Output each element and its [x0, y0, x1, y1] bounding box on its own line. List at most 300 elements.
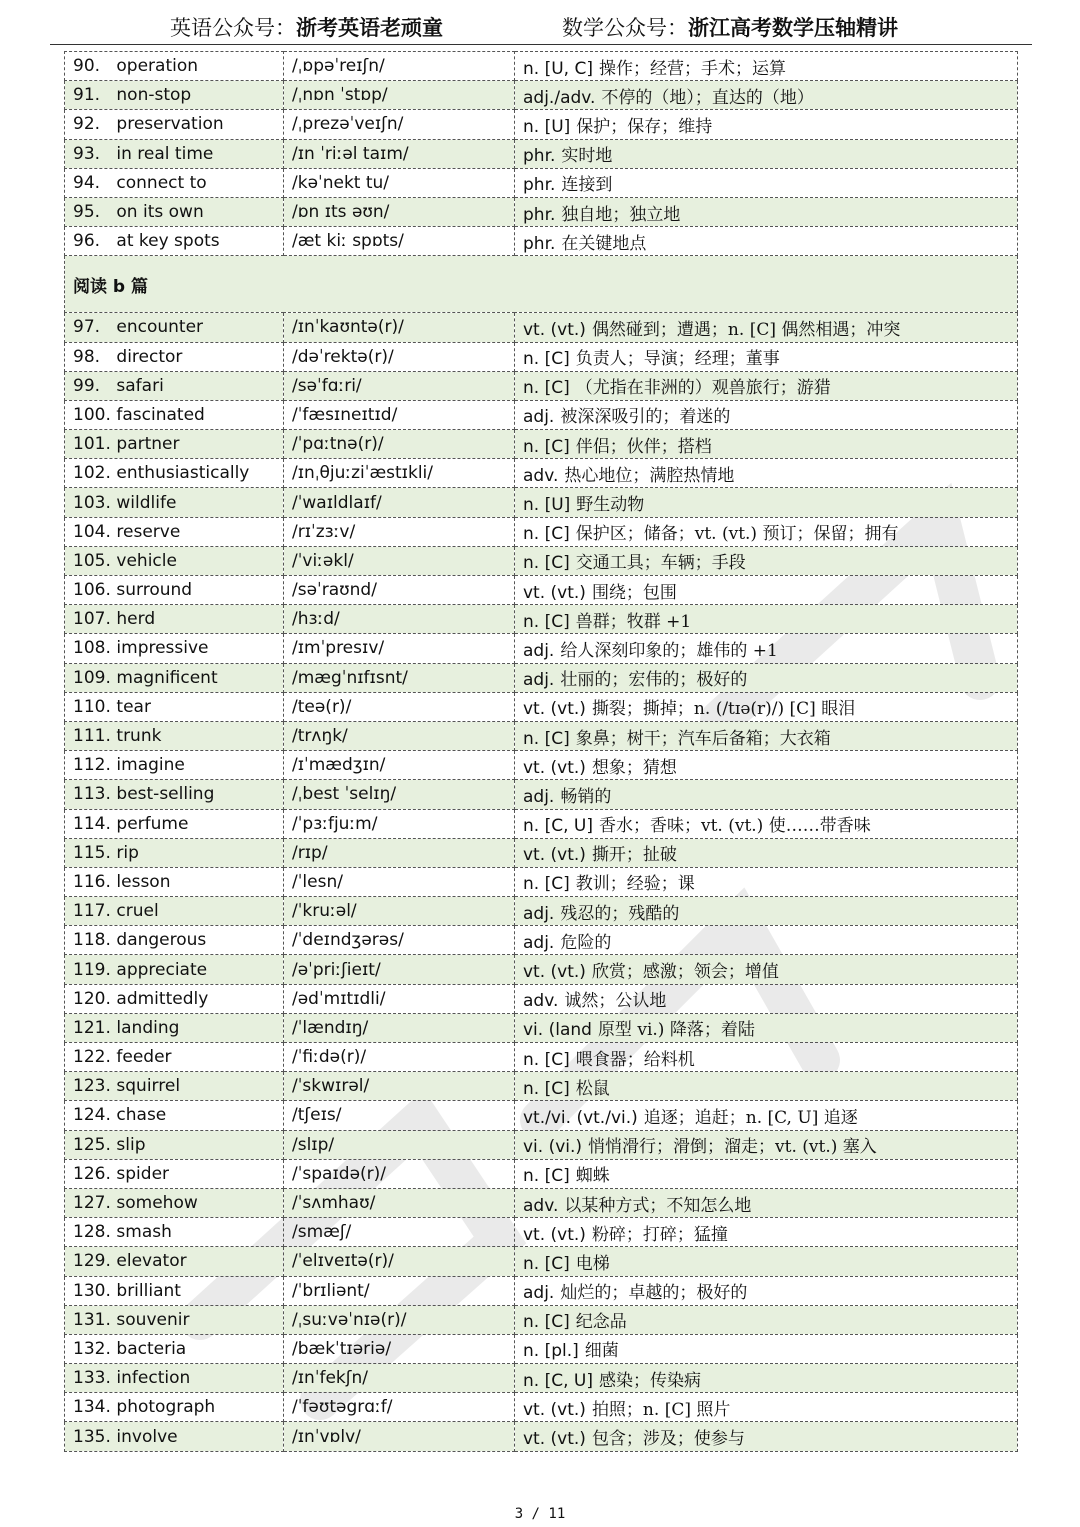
word-cell: [65, 1247, 284, 1276]
phonetic-cell: /ˈpɑːtnə(r)/: [284, 430, 515, 459]
entry-number: 134.: [73, 1397, 111, 1418]
table-row: [65, 517, 1018, 546]
entry-number: 132.: [73, 1338, 111, 1359]
phonetic-cell: /mægˈnɪfɪsnt/: [284, 663, 515, 692]
part-of-speech: n. [C]: [523, 1253, 570, 1274]
entry-number: 115.: [73, 842, 111, 863]
chinese-meaning: 拍照；n. [C] 照片: [591, 1399, 731, 1420]
table-row: [65, 809, 1018, 838]
chinese-meaning: 兽群；牧群 +1: [575, 611, 692, 632]
definition-cell: [515, 488, 1018, 517]
math-account: [562, 12, 898, 42]
part-of-speech: phr.: [523, 146, 556, 167]
definition-cell: [515, 1072, 1018, 1101]
word-cell: [65, 663, 284, 692]
part-of-speech: n. [C]: [523, 1312, 570, 1333]
entry-number: 113.: [73, 784, 111, 805]
entry-word: safari: [116, 375, 164, 396]
chinese-meaning: 在关键地点: [561, 233, 647, 254]
definition-cell: [515, 1422, 1018, 1451]
part-of-speech: adv.: [523, 991, 559, 1012]
word-cell: [65, 546, 284, 575]
table-row: [65, 1101, 1018, 1130]
chinese-meaning: 负责人；导演；经理；董事: [575, 349, 780, 370]
phonetic-cell: /ɪnˈkaʊntə(r)/: [284, 313, 515, 342]
math-account-name: 浙江高考数学压轴精讲: [688, 15, 898, 40]
phonetic-cell: /ˈfiːdə(r)/: [284, 1043, 515, 1072]
definition-cell: [515, 1159, 1018, 1188]
entry-word: impressive: [116, 638, 209, 659]
definition-cell: [515, 1218, 1018, 1247]
definition-cell: [515, 721, 1018, 750]
phonetic-cell: /ɒn ɪts əʊn/: [284, 197, 515, 226]
definition-cell: [515, 1334, 1018, 1363]
phonetic-cell: /ˈelɪveɪtə(r)/: [284, 1247, 515, 1276]
part-of-speech: adj.: [523, 640, 555, 661]
phonetic-cell: /ˈpɜːfjuːm/: [284, 809, 515, 838]
table-row: [65, 838, 1018, 867]
table-row: [65, 139, 1018, 168]
part-of-speech: adj.: [523, 903, 555, 924]
chinese-meaning: 灿烂的；卓越的；极好的: [560, 1283, 748, 1304]
table-row: [65, 1247, 1018, 1276]
phonetic-cell: /ˈspaɪdə(r)/: [284, 1159, 515, 1188]
word-cell: [65, 1043, 284, 1072]
phonetic-cell: /smæʃ/: [284, 1218, 515, 1247]
word-cell: [65, 1305, 284, 1334]
entry-number: 128.: [73, 1222, 111, 1243]
english-account: [170, 12, 443, 42]
part-of-speech: phr.: [523, 175, 556, 196]
chinese-meaning: 松鼠: [575, 1078, 610, 1099]
definition-cell: [515, 692, 1018, 721]
word-cell: [65, 721, 284, 750]
word-cell: [65, 1218, 284, 1247]
entry-number: 90.: [73, 56, 101, 77]
definition-cell: [515, 1013, 1018, 1042]
phonetic-cell: /ˌnɒn ˈstɒp/: [284, 81, 515, 110]
phonetic-cell: /ˈlesn/: [284, 867, 515, 896]
definition-cell: [515, 663, 1018, 692]
chinese-meaning: 热心地位；满腔热情地: [564, 465, 735, 486]
definition-cell: [515, 809, 1018, 838]
part-of-speech: adv.: [523, 465, 559, 486]
entry-word: at key spots: [116, 231, 220, 252]
table-row: [65, 1013, 1018, 1042]
word-cell: [65, 1364, 284, 1393]
entry-number: 107.: [73, 609, 111, 630]
entry-number: 120.: [73, 988, 111, 1009]
part-of-speech: vi. (land: [523, 1020, 592, 1041]
chinese-meaning: 野生动物: [576, 495, 645, 516]
part-of-speech: phr.: [523, 204, 556, 225]
entry-word: enthusiastically: [116, 463, 250, 484]
part-of-speech: n. [C]: [523, 611, 570, 632]
entry-number: 130.: [73, 1280, 111, 1301]
word-cell: [65, 867, 284, 896]
definition-cell: [515, 1130, 1018, 1159]
phonetic-cell: /teə(r)/: [284, 692, 515, 721]
part-of-speech: n. [U]: [523, 495, 571, 516]
entry-number: 126.: [73, 1163, 111, 1184]
word-cell: [65, 984, 284, 1013]
chinese-meaning: （尤指在非洲的）观兽旅行；游猎: [575, 378, 831, 399]
definition-cell: [515, 52, 1018, 81]
chinese-meaning: 保护；保存；维持: [576, 116, 713, 137]
chinese-meaning: 追逐；追赶；n. [C, U] 追逐: [643, 1107, 858, 1128]
table-row: [65, 1159, 1018, 1188]
table-row: [65, 197, 1018, 226]
word-cell: [65, 634, 284, 663]
word-cell: [65, 605, 284, 634]
entry-word: bacteria: [116, 1338, 187, 1359]
table-row: [65, 430, 1018, 459]
section-header-row: [65, 256, 1018, 313]
section-title: 阅读 b 篇: [65, 256, 1018, 313]
word-cell: [65, 692, 284, 721]
chinese-meaning: 保护区；储备；vt. (vt.) 预订；保留；拥有: [575, 524, 899, 545]
entry-number: 99.: [73, 375, 101, 396]
phonetic-cell: /ɪnˈvɒlv/: [284, 1422, 515, 1451]
part-of-speech: vt. (vt.): [523, 582, 586, 603]
phonetic-cell: /səˈfɑːri/: [284, 371, 515, 400]
table-row: [65, 780, 1018, 809]
entry-number: 114.: [73, 813, 111, 834]
chinese-meaning: 纪念品: [575, 1312, 627, 1333]
table-row: [65, 1364, 1018, 1393]
part-of-speech: adj./adv.: [523, 87, 596, 108]
table-row: [65, 955, 1018, 984]
table-row: [65, 313, 1018, 342]
entry-word: elevator: [116, 1251, 187, 1272]
entry-number: 133.: [73, 1368, 111, 1389]
chinese-meaning: 蜘蛛: [575, 1166, 610, 1187]
entry-number: 101.: [73, 434, 111, 455]
english-account-name: 浙考英语老顽童: [296, 15, 443, 40]
word-cell: [65, 1188, 284, 1217]
phonetic-cell: /ɪn ˈriːəl taɪm/: [284, 139, 515, 168]
table-row: [65, 342, 1018, 371]
entry-number: 116.: [73, 871, 111, 892]
table-row: [65, 110, 1018, 139]
entry-word: wildlife: [116, 492, 177, 513]
part-of-speech: vt. (vt.): [523, 845, 586, 866]
part-of-speech: n. [C]: [523, 378, 570, 399]
table-row: [65, 1422, 1018, 1451]
entry-word: involve: [116, 1426, 178, 1447]
table-row: [65, 52, 1018, 81]
definition-cell: [515, 576, 1018, 605]
part-of-speech: n. [C]: [523, 1078, 570, 1099]
entry-number: 124.: [73, 1105, 111, 1126]
word-cell: [65, 342, 284, 371]
definition-cell: [515, 197, 1018, 226]
chinese-meaning: 给人深刻印象的；雄伟的 +1: [560, 640, 778, 661]
table-row: [65, 634, 1018, 663]
definition-cell: [515, 517, 1018, 546]
part-of-speech: vt./vi. (vt./vi.): [523, 1107, 638, 1128]
table-row: [65, 81, 1018, 110]
word-cell: [65, 313, 284, 342]
entry-word: smash: [116, 1222, 172, 1243]
part-of-speech: vi. (vi.): [523, 1137, 583, 1158]
vocabulary-table: [64, 51, 1018, 1452]
definition-cell: [515, 955, 1018, 984]
table-row: [65, 926, 1018, 955]
word-cell: [65, 1276, 284, 1305]
word-cell: [65, 1334, 284, 1363]
chinese-meaning: 以某种方式；不知怎么地: [564, 1195, 752, 1216]
phonetic-cell: /ˈkruːəl/: [284, 897, 515, 926]
table-row: [65, 605, 1018, 634]
word-cell: [65, 780, 284, 809]
definition-cell: [515, 546, 1018, 575]
phonetic-cell: /ˌɒpəˈreɪʃn/: [284, 52, 515, 81]
phonetic-cell: /dəˈrektə(r)/: [284, 342, 515, 371]
english-account-label: 英语公众号：: [170, 16, 296, 40]
entry-number: 93.: [73, 143, 101, 164]
chinese-meaning: 撕开；扯破: [591, 845, 677, 866]
table-row: [65, 168, 1018, 197]
entry-number: 125.: [73, 1134, 111, 1155]
entry-word: tear: [116, 696, 151, 717]
phonetic-cell: /kəˈnekt tu/: [284, 168, 515, 197]
entry-number: 91.: [73, 85, 101, 106]
part-of-speech: n. [C]: [523, 349, 570, 370]
definition-cell: [515, 313, 1018, 342]
phonetic-cell: /ɪnˈfekʃn/: [284, 1364, 515, 1393]
entry-number: 106.: [73, 580, 111, 601]
page-number: 3 / 11: [514, 1506, 566, 1522]
entry-number: 110.: [73, 696, 111, 717]
entry-number: 123.: [73, 1076, 111, 1097]
entry-word: operation: [116, 56, 199, 77]
chinese-meaning: 围绕；包围: [591, 582, 677, 603]
definition-cell: [515, 867, 1018, 896]
table-row: [65, 867, 1018, 896]
part-of-speech: adv.: [523, 1195, 559, 1216]
part-of-speech: vt. (vt.): [523, 1429, 586, 1450]
chinese-meaning: 教训；经验；课: [575, 874, 695, 895]
phonetic-cell: /rɪp/: [284, 838, 515, 867]
chinese-meaning: 细菌: [584, 1341, 619, 1362]
phonetic-cell: /ˈdeɪndʒərəs/: [284, 926, 515, 955]
entry-word: imagine: [116, 755, 185, 776]
part-of-speech: n. [C]: [523, 1166, 570, 1187]
word-cell: [65, 371, 284, 400]
entry-word: non-stop: [116, 85, 192, 106]
entry-word: vehicle: [116, 550, 177, 571]
word-cell: [65, 1013, 284, 1042]
table-row: [65, 1276, 1018, 1305]
word-cell: [65, 926, 284, 955]
phonetic-cell: /ˈskwɪrəl/: [284, 1072, 515, 1101]
entry-word: partner: [116, 434, 180, 455]
phonetic-cell: /ˈlændɪŋ/: [284, 1013, 515, 1042]
word-cell: [65, 139, 284, 168]
definition-cell: [515, 1364, 1018, 1393]
table-row: [65, 546, 1018, 575]
word-cell: [65, 168, 284, 197]
chinese-meaning: 撕裂；撕掉；n. (/tɪə(r)/) [C] 眼泪: [591, 699, 856, 720]
word-cell: [65, 1159, 284, 1188]
chinese-meaning: 原型 vi.) 降落；着陆: [597, 1020, 755, 1041]
chinese-meaning: 实时地: [561, 146, 613, 167]
part-of-speech: vt. (vt.): [523, 1399, 586, 1420]
entry-word: in real time: [116, 143, 214, 164]
entry-word: squirrel: [116, 1076, 181, 1097]
part-of-speech: adj.: [523, 1283, 555, 1304]
entry-number: 127.: [73, 1193, 111, 1214]
math-account-label: 数学公众号：: [562, 16, 688, 40]
entry-number: 95.: [73, 202, 101, 223]
word-cell: [65, 430, 284, 459]
definition-cell: [515, 1393, 1018, 1422]
chinese-meaning: 电梯: [575, 1253, 610, 1274]
definition-cell: [515, 1247, 1018, 1276]
entry-word: encounter: [116, 317, 204, 338]
entry-number: 112.: [73, 755, 111, 776]
table-row: [65, 1393, 1018, 1422]
entry-number: 100.: [73, 404, 111, 425]
chinese-meaning: 象鼻；树干；汽车后备箱；大衣箱: [575, 728, 831, 749]
entry-word: herd: [116, 609, 156, 630]
word-cell: [65, 955, 284, 984]
definition-cell: [515, 81, 1018, 110]
table-row: [65, 1218, 1018, 1247]
entry-word: connect to: [116, 172, 207, 193]
entry-word: dangerous: [116, 930, 207, 951]
part-of-speech: n. [C]: [523, 728, 570, 749]
entry-word: best-selling: [116, 784, 215, 805]
part-of-speech: n. [C, U]: [523, 816, 593, 837]
definition-cell: [515, 1276, 1018, 1305]
word-cell: [65, 227, 284, 256]
definition-cell: [515, 139, 1018, 168]
entry-word: on its own: [116, 202, 204, 223]
entry-word: director: [116, 346, 183, 367]
word-cell: [65, 751, 284, 780]
chinese-meaning: 悄悄滑行；滑倒；溜走；vt. (vt.) 塞入: [588, 1137, 877, 1158]
table-row: [65, 1043, 1018, 1072]
chinese-meaning: 操作；经营；手术；运算: [598, 58, 786, 79]
table-row: [65, 692, 1018, 721]
entry-number: 104.: [73, 521, 111, 542]
entry-word: admittedly: [116, 988, 209, 1009]
entry-word: chase: [116, 1105, 167, 1126]
phonetic-cell: /ˌprezəˈveɪʃn/: [284, 110, 515, 139]
chinese-meaning: 残忍的；残酷的: [560, 903, 680, 924]
chinese-meaning: 交通工具；车辆；手段: [575, 553, 746, 574]
entry-number: 92.: [73, 114, 101, 135]
word-cell: [65, 81, 284, 110]
chinese-meaning: 连接到: [561, 175, 613, 196]
part-of-speech: adj.: [523, 932, 555, 953]
chinese-meaning: 不停的（地）；直达的（地）: [601, 87, 814, 108]
phonetic-cell: /rɪˈzɜːv/: [284, 517, 515, 546]
table-row: [65, 1072, 1018, 1101]
phonetic-cell: /ˈfəʊtəgrɑːf/: [284, 1393, 515, 1422]
entry-number: 121.: [73, 1017, 111, 1038]
part-of-speech: n. [C, U]: [523, 1370, 593, 1391]
phonetic-cell: /ˈsʌmhaʊ/: [284, 1188, 515, 1217]
entry-number: 105.: [73, 550, 111, 571]
entry-word: spider: [116, 1163, 170, 1184]
entry-number: 102.: [73, 463, 111, 484]
chinese-meaning: 伴侣；伙伴；搭档: [575, 436, 712, 457]
part-of-speech: phr.: [523, 233, 556, 254]
table-row: [65, 721, 1018, 750]
phonetic-cell: /ˈbrɪliənt/: [284, 1276, 515, 1305]
entry-number: 94.: [73, 172, 101, 193]
entry-word: brilliant: [116, 1280, 181, 1301]
table-row: [65, 897, 1018, 926]
table-row: [65, 984, 1018, 1013]
table-row: [65, 488, 1018, 517]
phonetic-cell: /ˌsuːvəˈnɪə(r)/: [284, 1305, 515, 1334]
chinese-meaning: 危险的: [560, 932, 612, 953]
word-cell: [65, 1393, 284, 1422]
chinese-meaning: 畅销的: [560, 786, 612, 807]
chinese-meaning: 独自地；独立地: [561, 204, 681, 225]
table-row: [65, 459, 1018, 488]
part-of-speech: vt. (vt.): [523, 319, 586, 340]
definition-cell: [515, 897, 1018, 926]
table-row: [65, 400, 1018, 429]
entry-number: 103.: [73, 492, 111, 513]
phonetic-cell: /ədˈmɪtɪdli/: [284, 984, 515, 1013]
definition-cell: [515, 634, 1018, 663]
table-row: [65, 1334, 1018, 1363]
chinese-meaning: 欣赏；感激；领会；增值: [591, 962, 779, 983]
entry-word: infection: [116, 1368, 191, 1389]
entry-word: slip: [116, 1134, 146, 1155]
entry-word: souvenir: [116, 1309, 190, 1330]
entry-number: 122.: [73, 1047, 111, 1068]
vocabulary-table-body: [65, 52, 1018, 1452]
phonetic-cell: /bækˈtɪəriə/: [284, 1334, 515, 1363]
definition-cell: [515, 1188, 1018, 1217]
entry-number: 131.: [73, 1309, 111, 1330]
part-of-speech: n. [U]: [523, 116, 571, 137]
entry-word: cruel: [116, 901, 159, 922]
entry-number: 118.: [73, 930, 111, 951]
entry-number: 129.: [73, 1251, 111, 1272]
word-cell: [65, 488, 284, 517]
part-of-speech: adj.: [523, 407, 555, 428]
definition-cell: [515, 926, 1018, 955]
definition-cell: [515, 227, 1018, 256]
entry-word: reserve: [116, 521, 181, 542]
definition-cell: [515, 984, 1018, 1013]
entry-number: 117.: [73, 901, 111, 922]
chinese-meaning: 喂食器；给料机: [575, 1049, 695, 1070]
word-cell: [65, 459, 284, 488]
part-of-speech: vt. (vt.): [523, 699, 586, 720]
word-cell: [65, 52, 284, 81]
entry-word: lesson: [116, 871, 171, 892]
word-cell: [65, 897, 284, 926]
definition-cell: [515, 110, 1018, 139]
entry-number: 108.: [73, 638, 111, 659]
entry-word: surround: [116, 580, 193, 601]
word-cell: [65, 400, 284, 429]
definition-cell: [515, 400, 1018, 429]
chinese-meaning: 包含；涉及；使参与: [591, 1429, 745, 1450]
chinese-meaning: 感染；传染病: [598, 1370, 701, 1391]
phonetic-cell: /tʃeɪs/: [284, 1101, 515, 1130]
phonetic-cell: /ˈviːəkl/: [284, 546, 515, 575]
